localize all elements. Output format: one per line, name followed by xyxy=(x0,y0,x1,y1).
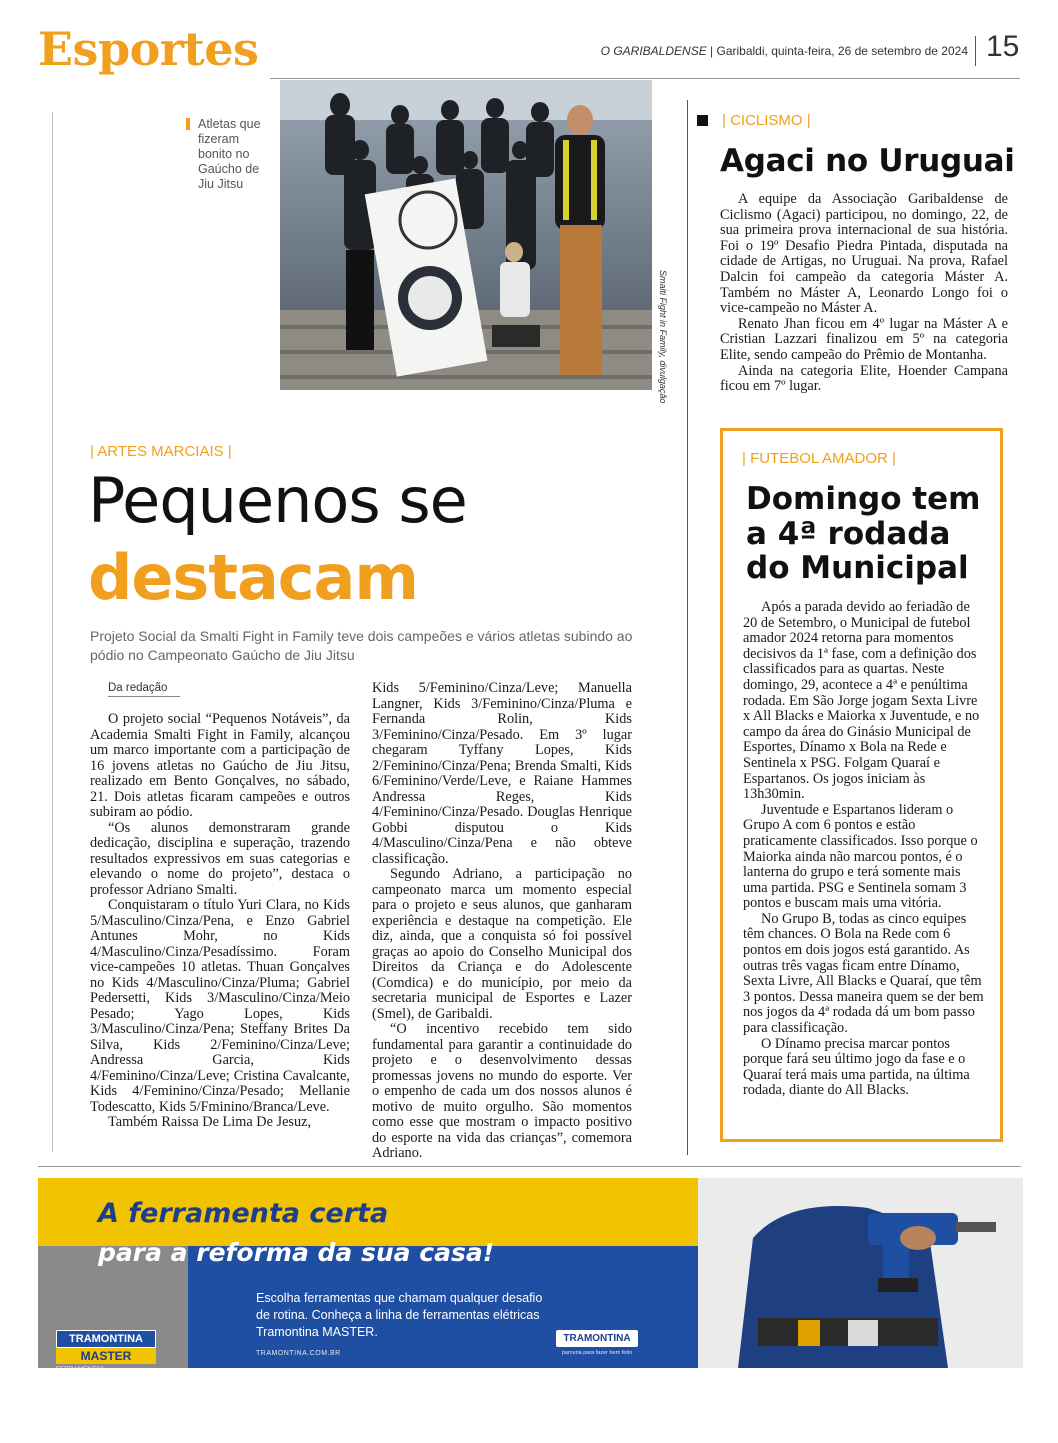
futebol-paragraph: Juventude e Espartanos lideram o Grupo A com 6 pontos e estão praticamente classificados. Isso porque o Maiorka ainda não marcou pontos, é o lanterna do grupo e terá somente mais uma partida. PSG e Sentinela somam 3 pontos e buscam mais uma vitória. xyxy=(743,801,978,912)
futebol-paragraph: No Grupo B, todas as cinco equipes têm chances. O Bola na Rede com 6 pontos em dois jogos está garantido. As outras três vagas ficam entre Dínamo, Sexta Livre, All Blacks e Quaraí, que têm 3 pontos. Dessa maneira quem se der bem nos jogos da 4ª rodada dá um bom passo para classificação. xyxy=(743,910,984,1037)
ad-headline-1: A ferramenta certa xyxy=(98,1198,389,1229)
main-paragraph: Conquistaram o título Yuri Clara, no Kids 5/Masculino/Cinza/Pena, e Enzo Gabriel Antunes Mohr, no Kids 4/Masculino/Cinza/Pesadíssimo. Foram vice-campeões 10 atletas. Thuan Gonçalves no Kids 4/Masculino/Cinza/Pluma; Gabriel Pedersetti, Kids 3/Masculino/Cinza/Meio Pesado; Yago Lopes, Kids 3/Masculino/Cinza/Pena; Steffany Brites Da Silva, Kids 2/Feminino/Cinza/Leve; Andressa Garcia, Kids 4/Feminino/Cinza/Leve; Cristina Cavalcante, Kids 4/Feminino/Cinza/Pesado; Mellanie Todescatto, Kids 5/Fminino/Branca/Leve. xyxy=(90,897,350,1115)
caption-marker xyxy=(186,118,190,130)
cycling-headline: Agaci no Uruguai xyxy=(720,143,1015,179)
byline: Da redação xyxy=(108,682,180,697)
section-title: Esportes xyxy=(38,22,259,76)
main-paragraph: Kids 5/Feminino/Cinza/Leve; Manuella Langner, Kids 3/Feminino/Cinza/Pluma e Fernanda Rolin, Kids 3/Feminino/Cinza/Pesado. Em 3º lugar chegaram Tyffany Lopes, Kids 2/Feminino/Cinza/Pena; Brenda Smalti, Kids 6/Feminino/Verde/Leve, e Raiane Hammes Andressa Reges, Kids 4/Feminino/Cinza/Pesado. Douglas Henrique Gobbi disputou o Kids 4/Masculino/Cinza/Pena e não obteve classificação. xyxy=(372,680,632,867)
futebol-body xyxy=(743,600,987,1099)
main-paragraph: Também Raissa De Lima De Jesuz, xyxy=(108,1114,312,1130)
logo-right-tagline: parceria para fazer bem feito xyxy=(561,1350,633,1356)
header-divider xyxy=(270,78,1020,79)
logo-right-brand: TRAMONTINA xyxy=(556,1330,638,1347)
dateline: Garibaldi, quinta-feira, 26 de setembro de 2024 xyxy=(716,44,968,58)
tramontina-logo xyxy=(556,1330,638,1356)
main-subhead: Projeto Social da Smalti Fight in Family teve dois campeões e vários atletas subindo ao pódio no Campeonato Gaúcho de Jiu Jitsu xyxy=(90,628,633,663)
ad-headline-2: para a reforma da sua casa! xyxy=(98,1238,495,1267)
logo-left-line: MASTER xyxy=(56,1348,156,1364)
team-photo-illustration xyxy=(280,80,652,390)
main-paragraph: Segundo Adriano, a participação no campeonato marca um momento especial para o projeto e seus alunos, que ganharam experiência e destaque na competição. Ele diz, ainda, que a conquista só foi possível graças ao apoio do Conselho Municipal dos Direitos da Criança e do Adolescente (Comdica) e do município, por meio da secretaria municipal de Esportes e Lazer (Smel), de Garibaldi. xyxy=(372,866,632,1022)
main-column-2 xyxy=(372,681,632,1162)
ad-url-link[interactable]: TRAMONTINA.COM.BR xyxy=(256,1350,341,1357)
team-photo xyxy=(280,80,652,390)
logo-left-tagline: FERRAMENTAS PROFISSIONAIS xyxy=(56,1367,107,1379)
ad-divider xyxy=(38,1166,1021,1167)
masthead xyxy=(601,44,968,58)
masthead-separator: | xyxy=(710,44,717,58)
tramontina-master-logo xyxy=(56,1330,156,1379)
cycling-paragraph: Renato Jhan ficou em 4º lugar na Máster A e Cristian Lazzari finalizou em 5º na categoria Elite, sendo campeão do Prêmio de Montanha. xyxy=(720,315,1008,363)
futebol-paragraph: Após a parada devido ao feriadão de 20 de Setembro, o Municipal de futebol amador 2024 retorna para momentos decisivos da 1ª fase, com a definição dos classificados para as quartas. Neste domingo, 29, acontece a 4ª e penúltima rodada. Em São Jorge jogam Sexta Livre x All Blacks e Maiorka x Juventude, e no campo da área do Ginásio Municipal de Esportes, Dínamo x Bola na Rede e Sentinela x PSG. Folgam Quaraí e Espartanos. Os jogos iniciam às 13h30min. xyxy=(743,599,980,803)
left-column-rule xyxy=(52,112,53,1152)
paper-name: O GARIBALDENSE xyxy=(600,44,707,58)
futebol-paragraph: O Dínamo precisa marcar pontos porque fará seu último jogo da fase e o Quaraí terá mais uma partida, na última rodada, diante do All Blacks. xyxy=(743,1035,970,1099)
photo-credit xyxy=(656,90,670,404)
worker-with-drill-illustration xyxy=(698,1178,1023,1368)
logo-left-brand: TRAMONTINA xyxy=(56,1330,156,1348)
main-paragraph: “Os alunos demonstraram grande dedicação, disciplina e superação, trazendo resultados expressivos em suas categorias e elevando o nome do projeto”, destaca o professor Adriano Smalti. xyxy=(90,819,350,898)
middle-column-rule xyxy=(687,100,688,1155)
main-column-1 xyxy=(90,712,350,1131)
main-headline-line-1: Pequenos se xyxy=(88,464,467,537)
cycling-square-icon xyxy=(697,115,708,126)
main-paragraph: O projeto social “Pequenos Notáveis”, da Academia Smalti Fight in Family, alcançou um marco importante com a participação de 16 jovens atletas no Gaúcho de Jiu Jitsu, realizado em Bento Gonçalves, no sábado, 21. Dois atletas ficaram campeões e outros subiram ao pódio. xyxy=(90,711,350,820)
cycling-paragraph: A equipe da Associação Garibaldense de Ciclismo (Agaci) participou, no domingo, 22, de sua primeira prova internacional de sua história. Foi o 19º Desafio Piedra Pintada, disputada na cidade de Artigas, no Uruguai. Na prova, Rafael Dalcin foi campeão da categoria Máster A. Também no Máster A, Leonardo Longo foi o vice-campeão no Máster A. xyxy=(720,191,1008,317)
photo-credit-text: Smalti Fight in Family, divulgação xyxy=(658,270,668,404)
page-number: 15 xyxy=(986,30,1020,63)
cycling-paragraph: Ainda na categoria Elite, Hoender Campana ficou em 7º lugar. xyxy=(720,362,1008,395)
main-headline-line-2: destacam xyxy=(88,541,419,614)
cycling-body xyxy=(720,192,1008,395)
main-paragraph: “O incentivo recebido tem sido fundamental para garantir a continuidade do projeto e o desenvolvimento dessas promessas jovens no mundo do esporte. Ver o empenho de cada um dos nossos alunos é motivo de muito orgulho. São momentos como esse que mostram o impacto positivo do esporte na vida das crianças”, comemora Adriano. xyxy=(372,1021,632,1161)
ad-body: Escolha ferramentas que chamam qualquer desafio de rotina. Conheça a linha de ferramentas elétricas Tramontina MASTER. xyxy=(256,1291,543,1339)
futebol-headline: Domingo tem a 4ª rodada do Municipal xyxy=(746,481,981,586)
cycling-kicker: | CICLISMO | xyxy=(722,112,811,129)
ad-worker-image xyxy=(698,1178,1023,1368)
tramontina-ad[interactable] xyxy=(38,1178,1023,1379)
photo-caption: Atletas que fizeram bonito no Gaúcho de Jiu Jitsu xyxy=(198,117,261,191)
page-number-rule xyxy=(975,36,976,66)
futebol-kicker: | FUTEBOL AMADOR | xyxy=(742,450,896,467)
main-kicker: | ARTES MARCIAIS | xyxy=(90,443,232,460)
